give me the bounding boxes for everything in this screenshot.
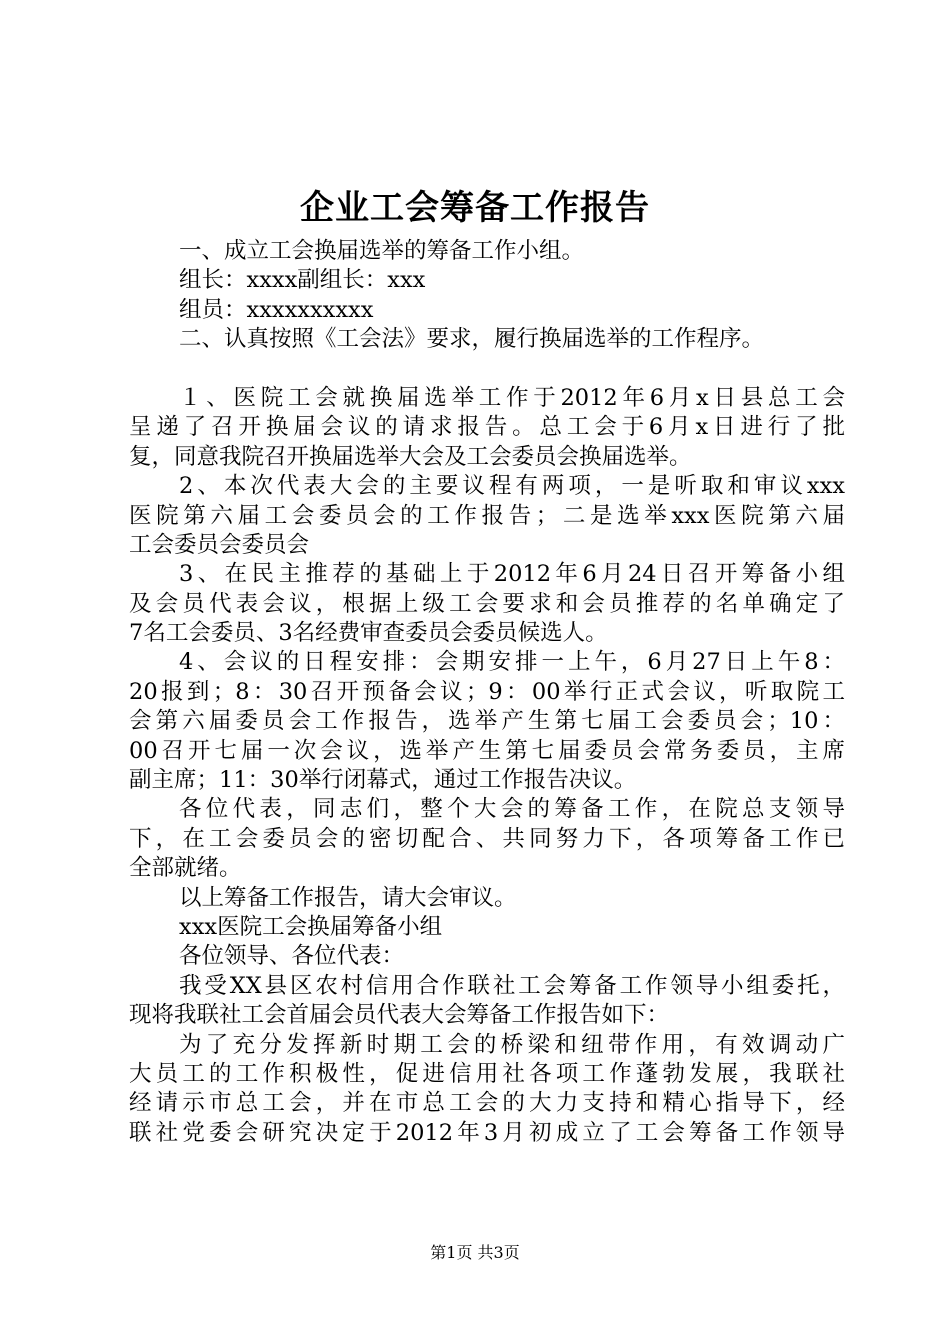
text-line: 20报到；8：30召开预备会议；9：00举行正式会议，听取院工 — [129, 678, 845, 705]
text-line: 联社党委会研究决定于2012年3月初成立了工会筹备工作领导 — [129, 1119, 845, 1146]
text-line: 一、成立工会换届选举的筹备工作小组。 — [179, 238, 585, 264]
text-line: 二、认真按照《工会法》要求，履行换届选举的工作程序。 — [179, 326, 765, 353]
text-line: 我受XX县区农村信用合作联社工会筹备工作领导小组委托， — [179, 972, 845, 999]
text-line: 呈递了召开换届会议的请求报告。总工会于6月x日进行了批 — [129, 414, 845, 441]
text-line: 下，在工会委员会的密切配合、共同努力下，各项筹备工作已 — [129, 825, 845, 852]
text-line: 各位代表，同志们，整个大会的筹备工作，在院总支领导 — [179, 796, 845, 823]
text-line: 组员：xxxxxxxxxx — [179, 296, 374, 323]
text-line: 现将我联社工会首届会员代表大会筹备工作报告如下： — [129, 1002, 670, 1029]
document-body — [129, 237, 845, 1148]
text-line: 大员工的工作积极性，促进信用社各项工作蓬勃发展，我联社 — [129, 1060, 845, 1087]
text-line: 为了充分发挥新时期工会的桥梁和纽带作用，有效调动广 — [179, 1031, 845, 1058]
text-line: 3、在民主推荐的基础上于2012年6月24日召开筹备小组 — [179, 561, 845, 588]
text-line: 经请示市总工会，并在市总工会的大力支持和精心指导下，经 — [129, 1090, 845, 1117]
text-line: 2、本次代表大会的主要议程有两项，一是听取和审议xxx — [179, 473, 845, 500]
text-line: 各位领导、各位代表： — [179, 943, 405, 970]
text-line: 7名工会委员、3名经费审查委员会委员候选人。 — [129, 620, 608, 647]
text-line: 医院第六届工会委员会的工作报告；二是选举xxx医院第六届 — [129, 502, 845, 529]
document-title: 企业工会筹备工作报告 — [300, 188, 650, 228]
blank-line — [129, 355, 845, 384]
text-line: 00召开七届一次会议，选举产生第七届委员会常务委员，主席 — [129, 737, 845, 764]
text-line: xxx医院工会换届筹备小组 — [179, 913, 443, 940]
text-line: 4、会议的日程安排：会期安排一上午，6月27日上午8： — [179, 649, 845, 676]
text-line: 以上筹备工作报告，请大会审议。 — [179, 884, 517, 911]
text-line: 全部就绪。 — [129, 855, 242, 882]
text-line: 副主席；11：30举行闭幕式，通过工作报告决议。 — [129, 767, 637, 794]
text-line: 会第六届委员会工作报告，选举产生第七届工会委员会；10： — [129, 708, 845, 735]
text-line: 组长：xxxx副组长：xxx — [179, 267, 426, 294]
page-footer: 第1页 共3页 — [430, 1243, 520, 1262]
text-line: 及会员代表会议，根据上级工会要求和会员推荐的名单确定了 — [129, 590, 845, 617]
text-line: 工会委员会委员会 — [129, 531, 310, 558]
text-line: 复，同意我院召开换届选举大会及工会委员会换届选举。 — [129, 443, 692, 470]
text-line: １、医院工会就换届选举工作于2012年6月x日县总工会 — [179, 384, 845, 411]
